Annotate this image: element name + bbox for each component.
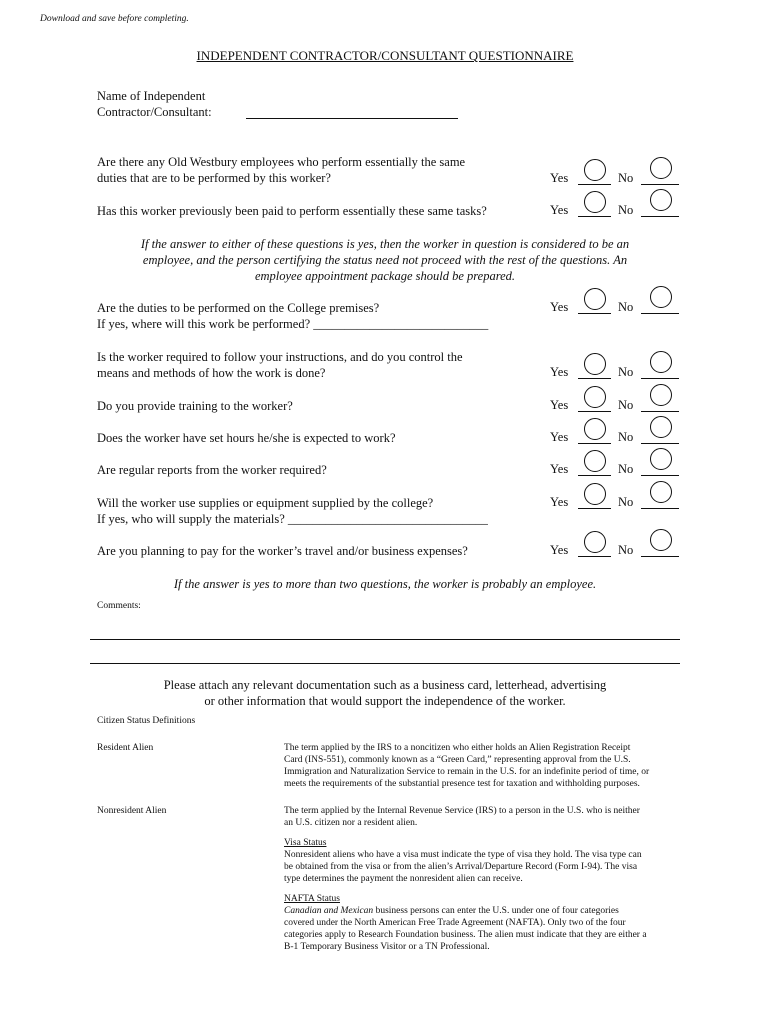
q9-no-radio[interactable]: [650, 529, 672, 551]
q4-no-radio[interactable]: [650, 351, 672, 373]
attach-line2: or other information that would support the independence of the worker.: [204, 694, 566, 708]
no-label: No: [618, 300, 634, 314]
name-label-line2: Contractor/Consultant:: [97, 105, 212, 119]
yes-underline: [578, 313, 611, 314]
nafta-line1: [284, 905, 684, 917]
def-line: B-1 Temporary Business Visitor or a TN Professional.: [284, 942, 490, 952]
citizen-status-heading: Citizen Status Definitions: [97, 716, 196, 726]
question-1-line2: duties that are to be performed by this worker?: [97, 171, 331, 185]
def-line: meets the requirements of the substantial presence test for taxation and withholding purposes.: [284, 779, 640, 789]
comments-label: Comments:: [97, 601, 141, 611]
notice-employee: [90, 236, 680, 284]
visa-status-section: [284, 837, 684, 885]
def-line: Immigration and Naturalization Service to remain in the U.S. for an indefinite period of time, or: [284, 767, 650, 777]
def-line: Card (INS-551), commonly known as a “Green Card,” representing approval from the U.S.: [284, 755, 631, 765]
q7-yes-radio[interactable]: [584, 450, 606, 472]
nonresident-alien-definition: [284, 805, 684, 829]
no-label: No: [618, 203, 634, 217]
q1-yes-radio[interactable]: [584, 159, 606, 181]
name-label-line1: Name of Independent: [97, 89, 206, 103]
q3-no-radio[interactable]: [650, 286, 672, 308]
yes-label: Yes: [550, 203, 569, 217]
name-label: [97, 88, 212, 120]
def-line: The term applied by the IRS to a noncitizen who either holds an Alien Registration Receipt: [284, 743, 631, 753]
yes-label: Yes: [550, 171, 569, 185]
question-4: [97, 349, 463, 381]
notice-line1: If the answer to either of these questions is yes, then the worker in question is considered to be an: [140, 237, 630, 251]
notice-probably-employee: If the answer is yes to more than two questions, the worker is probably an employee.: [173, 577, 597, 591]
yes-label: Yes: [550, 462, 569, 476]
nafta-status-section: [284, 893, 684, 953]
yes-label: Yes: [550, 495, 569, 509]
nafta-status-heading: NAFTA Status: [284, 894, 340, 904]
q5-yes-radio[interactable]: [584, 386, 606, 408]
question-8-line1: Will the worker use supplies or equipment supplied by the college?: [97, 496, 434, 510]
no-underline: [641, 411, 679, 412]
no-underline: [641, 184, 679, 185]
question-5: Do you provide training to the worker?: [97, 399, 293, 413]
no-label: No: [618, 462, 634, 476]
no-label: No: [618, 365, 634, 379]
name-input[interactable]: [246, 118, 458, 119]
no-label: No: [618, 171, 634, 185]
question-9: Are you planning to pay for the worker’s travel and/or business expenses?: [97, 544, 468, 558]
visa-status-heading: Visa Status: [284, 838, 327, 848]
question-4-line1: Is the worker required to follow your instructions, and do you control the: [97, 350, 463, 364]
question-7: Are regular reports from the worker required?: [97, 463, 327, 477]
yes-underline: [578, 216, 611, 217]
question-3-line2: If yes, where will this work be performed? ____________________________: [97, 317, 489, 331]
q7-no-radio[interactable]: [650, 448, 672, 470]
no-underline: [641, 378, 679, 379]
question-4-line2: means and methods of how the work is done?: [97, 366, 326, 380]
no-label: No: [618, 398, 634, 412]
question-1-line1: Are there any Old Westbury employees who perform essentially the same: [97, 155, 466, 169]
yes-label: Yes: [550, 543, 569, 557]
q8-no-radio[interactable]: [650, 481, 672, 503]
question-8: [97, 495, 488, 527]
q9-yes-radio[interactable]: [584, 531, 606, 553]
def-line: The term applied by the Internal Revenue Service (IRS) to a person in the U.S. who is neither: [284, 806, 640, 816]
no-underline: [641, 216, 679, 217]
no-underline: [641, 508, 679, 509]
resident-alien-term: Resident Alien: [97, 743, 154, 753]
def-line: categories apply to Research Foundation business. The alien must indicate that they are either a: [284, 930, 647, 940]
nafta-line1-rest: business persons can enter the U.S. under one of four categories: [373, 906, 619, 916]
attach-instructions: [90, 677, 680, 709]
yes-underline: [578, 411, 611, 412]
header-note: Download and save before completing.: [40, 14, 189, 24]
no-underline: [641, 556, 679, 557]
nafta-italic: Canadian and Mexican: [284, 906, 374, 916]
question-2: Has this worker previously been paid to perform essentially these same tasks?: [97, 204, 487, 218]
yes-underline: [578, 184, 611, 185]
yes-underline: [578, 508, 611, 509]
page-title: INDEPENDENT CONTRACTOR/CONSULTANT QUESTIONNAIRE: [196, 48, 574, 63]
no-underline: [641, 443, 679, 444]
q5-no-radio[interactable]: [650, 384, 672, 406]
def-line: type determines the payment the nonresident alien can receive.: [284, 874, 523, 884]
comments-line-1[interactable]: [90, 639, 680, 640]
def-line: be obtained from the visa or from the alien’s Arrival/Departure Record (Form I-94). The visa: [284, 862, 638, 872]
notice-line2: employee, and the person certifying the status need not proceed with the rest of the questions. An: [142, 253, 628, 267]
q6-no-radio[interactable]: [650, 416, 672, 438]
yes-underline: [578, 556, 611, 557]
no-label: No: [618, 430, 634, 444]
nonresident-alien-term: Nonresident Alien: [97, 806, 167, 816]
q2-yes-radio[interactable]: [584, 191, 606, 213]
q4-yes-radio[interactable]: [584, 353, 606, 375]
q2-no-radio[interactable]: [650, 189, 672, 211]
comments-line-2[interactable]: [90, 663, 680, 664]
def-line: an U.S. citizen nor a resident alien.: [284, 818, 418, 828]
question-1: [97, 154, 465, 186]
q6-yes-radio[interactable]: [584, 418, 606, 440]
question-8-line2: If yes, who will supply the materials? ________________________________: [97, 512, 488, 526]
def-line: Nonresident aliens who have a visa must indicate the type of visa they hold. The visa type can: [284, 850, 642, 860]
q1-no-radio[interactable]: [650, 157, 672, 179]
resident-alien-definition: [284, 742, 684, 790]
notice-line3: employee appointment package should be prepared.: [254, 269, 516, 283]
question-3-line1: Are the duties to be performed on the College premises?: [97, 301, 380, 315]
yes-underline: [578, 443, 611, 444]
attach-line1: Please attach any relevant documentation such as a business card, letterhead, advertising: [163, 678, 607, 692]
no-underline: [641, 475, 679, 476]
yes-label: Yes: [550, 398, 569, 412]
yes-label: Yes: [550, 430, 569, 444]
no-label: No: [618, 495, 634, 509]
def-line: covered under the North American Free Trade Agreement (NAFTA). Only two of the four: [284, 918, 626, 928]
q8-yes-radio[interactable]: [584, 483, 606, 505]
yes-label: Yes: [550, 365, 569, 379]
yes-label: Yes: [550, 300, 569, 314]
no-underline: [641, 313, 679, 314]
question-3: [97, 300, 488, 332]
no-label: No: [618, 543, 634, 557]
question-6: Does the worker have set hours he/she is expected to work?: [97, 431, 396, 445]
q3-yes-radio[interactable]: [584, 288, 606, 310]
yes-underline: [578, 378, 611, 379]
yes-underline: [578, 475, 611, 476]
